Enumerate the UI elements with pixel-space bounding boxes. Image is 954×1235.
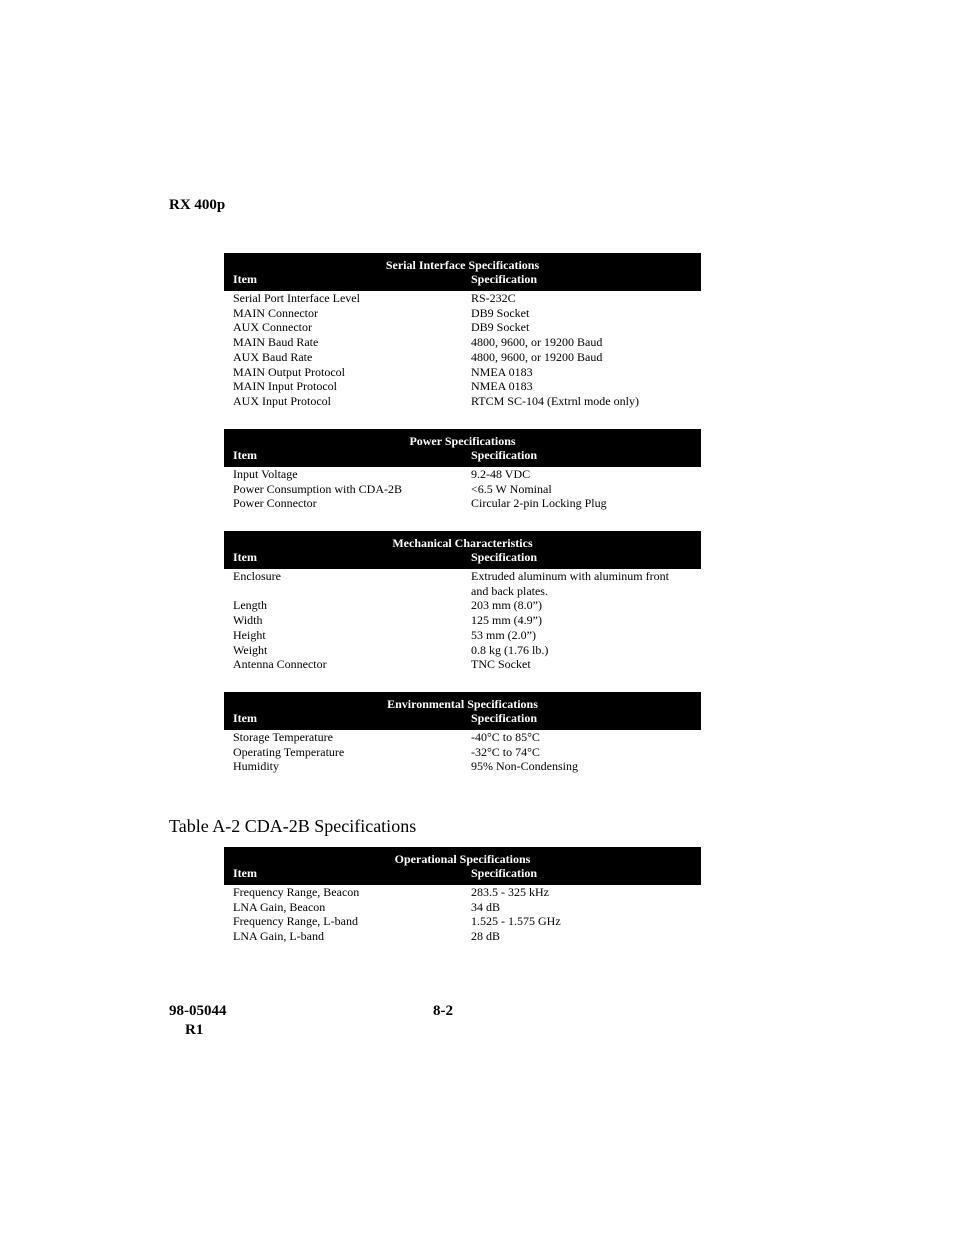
cell-item: MAIN Input Protocol bbox=[233, 379, 337, 394]
table-row bbox=[224, 496, 701, 511]
table-row bbox=[224, 291, 701, 306]
table-row bbox=[224, 365, 701, 380]
cell-specification: 28 dB bbox=[471, 929, 501, 944]
table-body bbox=[224, 569, 701, 672]
table-title: Power Specifications bbox=[409, 434, 516, 448]
cell-specification: DB9 Socket bbox=[471, 320, 530, 335]
table-row bbox=[224, 745, 701, 760]
table-row bbox=[224, 900, 701, 915]
cell-specification: 125 mm (4.9”) bbox=[471, 613, 542, 628]
column-header-item: Item bbox=[233, 866, 257, 880]
table-header bbox=[224, 253, 701, 291]
serial-interface-table bbox=[224, 253, 701, 409]
cell-item: Humidity bbox=[233, 759, 280, 774]
table-header bbox=[224, 847, 701, 885]
cell-item: Power Connector bbox=[233, 496, 317, 511]
cell-specification: -40°C to 85°C bbox=[471, 730, 540, 744]
cell-item: Operating Temperature bbox=[233, 744, 345, 759]
table-header bbox=[224, 429, 701, 467]
mechanical-table bbox=[224, 531, 701, 672]
cell-specification: NMEA 0183 bbox=[471, 364, 533, 379]
cell-specification: Circular 2-pin Locking Plug bbox=[471, 496, 607, 511]
cell-specification: 4800, 9600, or 19200 Baud bbox=[471, 335, 603, 350]
column-header-item: Item bbox=[233, 272, 257, 286]
table-row bbox=[224, 350, 701, 365]
cell-item: Storage Temperature bbox=[233, 730, 333, 744]
cell-specification: TNC Socket bbox=[471, 657, 531, 672]
table-row bbox=[224, 643, 701, 658]
cell-item: Input Voltage bbox=[233, 467, 298, 481]
table-row bbox=[224, 730, 701, 745]
column-header-specification: Specification bbox=[471, 866, 537, 880]
column-header-item: Item bbox=[233, 448, 257, 462]
cell-specification: RTCM SC-104 (Extrnl mode only) bbox=[471, 393, 639, 408]
table-body bbox=[224, 291, 701, 409]
cell-item: AUX Connector bbox=[233, 320, 312, 335]
environmental-table bbox=[224, 692, 701, 774]
cell-item: MAIN Output Protocol bbox=[233, 364, 345, 379]
column-header-specification: Specification bbox=[471, 711, 537, 725]
cell-item: AUX Input Protocol bbox=[233, 393, 331, 408]
footer-doc-info bbox=[169, 1002, 227, 1040]
table-row bbox=[224, 929, 701, 944]
table-body bbox=[224, 730, 701, 774]
power-table bbox=[224, 429, 701, 511]
column-header-item: Item bbox=[233, 711, 257, 725]
cell-specification: 203 mm (8.0”) bbox=[471, 598, 542, 613]
cell-item: MAIN Connector bbox=[233, 305, 318, 320]
cell-specification: 4800, 9600, or 19200 Baud bbox=[471, 349, 603, 364]
cell-specification: <6.5 W Nominal bbox=[471, 481, 552, 496]
table-header bbox=[224, 692, 701, 730]
table-row bbox=[224, 306, 701, 321]
table-title: Operational Specifications bbox=[394, 852, 531, 866]
table-row bbox=[224, 759, 701, 774]
table-row bbox=[224, 569, 701, 598]
table-row bbox=[224, 379, 701, 394]
cell-item: Frequency Range, Beacon bbox=[233, 885, 360, 899]
cell-specification: 9.2-48 VDC bbox=[471, 467, 531, 481]
cell-specification: 34 dB bbox=[471, 899, 501, 914]
table-row bbox=[224, 657, 701, 672]
column-header-specification: Specification bbox=[471, 272, 537, 286]
table-row bbox=[224, 598, 701, 613]
cell-specification: 95% Non-Condensing bbox=[471, 759, 578, 774]
table-body bbox=[224, 467, 701, 511]
page-header-product: RX 400p bbox=[169, 197, 226, 213]
section-heading: Table A-2 CDA-2B Specifications bbox=[169, 816, 417, 836]
column-header-specification: Specification bbox=[471, 550, 537, 564]
cell-specification: 0.8 kg (1.76 lb.) bbox=[471, 642, 549, 657]
cell-specification: 283.5 - 325 kHz bbox=[471, 885, 549, 899]
table-title: Mechanical Characteristics bbox=[392, 536, 533, 550]
column-header-item: Item bbox=[233, 550, 257, 564]
cell-item: Length bbox=[233, 598, 267, 613]
table-body bbox=[224, 885, 701, 944]
cell-specification: RS-232C bbox=[471, 291, 516, 305]
cell-specification: 1.525 - 1.575 GHz bbox=[471, 914, 561, 929]
table-row bbox=[224, 335, 701, 350]
column-header-specification: Specification bbox=[471, 448, 537, 462]
table-row bbox=[224, 628, 701, 643]
table-row bbox=[224, 914, 701, 929]
cell-specification: -32°C to 74°C bbox=[471, 744, 540, 759]
table-title: Serial Interface Specifications bbox=[385, 258, 540, 272]
cell-item: Frequency Range, L-band bbox=[233, 914, 358, 929]
cell-item: Weight bbox=[233, 642, 268, 657]
cell-specification: NMEA 0183 bbox=[471, 379, 533, 394]
cell-item: LNA Gain, Beacon bbox=[233, 899, 326, 914]
cell-specification: Extruded aluminum with aluminum front and back plates. bbox=[471, 569, 669, 598]
table-row bbox=[224, 467, 701, 482]
cell-item: Antenna Connector bbox=[233, 657, 327, 672]
table-row bbox=[224, 613, 701, 628]
cell-item: Height bbox=[233, 627, 266, 642]
operational-table bbox=[224, 847, 701, 944]
footer-doc-number: 98-05044 bbox=[169, 1003, 227, 1019]
footer-page-number: 8-2 bbox=[433, 1003, 453, 1019]
cell-item: MAIN Baud Rate bbox=[233, 335, 319, 350]
cell-item: Width bbox=[233, 613, 263, 628]
table-row bbox=[224, 885, 701, 900]
cell-item: Serial Port Interface Level bbox=[233, 291, 360, 305]
cell-item: Power Consumption with CDA-2B bbox=[233, 481, 403, 496]
table-row bbox=[224, 394, 701, 409]
footer-revision: R1 bbox=[185, 1022, 204, 1038]
cell-specification: 53 mm (2.0”) bbox=[471, 627, 536, 642]
table-header bbox=[224, 531, 701, 569]
cell-item: Enclosure bbox=[233, 569, 281, 583]
table-title: Environmental Specifications bbox=[387, 697, 538, 711]
cell-item: AUX Baud Rate bbox=[233, 349, 313, 364]
cell-specification: DB9 Socket bbox=[471, 305, 530, 320]
table-row bbox=[224, 482, 701, 497]
cell-item: LNA Gain, L-band bbox=[233, 929, 324, 944]
table-row bbox=[224, 320, 701, 335]
